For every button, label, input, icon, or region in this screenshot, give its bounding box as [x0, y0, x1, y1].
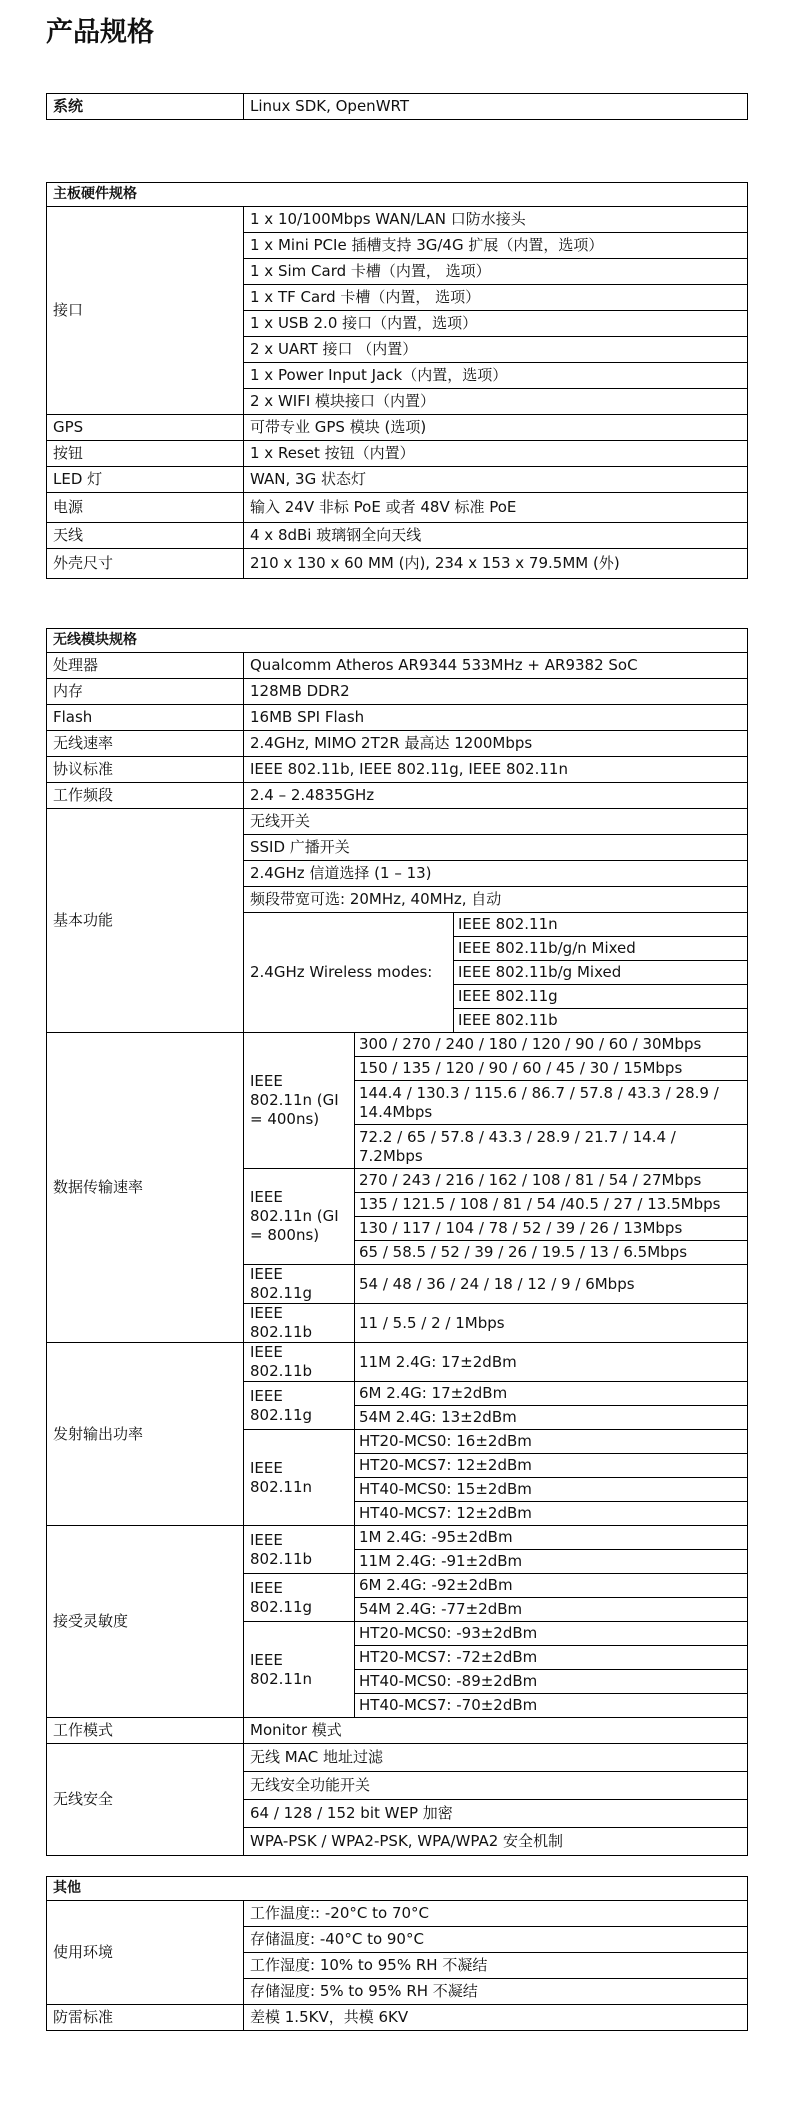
tx-value: HT20-MCS7: 12±2dBm	[355, 1454, 748, 1478]
spec-value: 2.4 – 2.4835GHz	[244, 783, 748, 809]
tx-g-label: IEEE 802.11g	[244, 1382, 355, 1430]
lightning-label: 防雷标准	[47, 2005, 244, 2031]
tx-value: 6M 2.4G: 17±2dBm	[355, 1382, 748, 1406]
interface-item: 1 x Sim Card 卡槽（内置， 选项）	[244, 259, 748, 285]
system-label: 系统	[47, 94, 244, 120]
n-400ns-label: IEEE 802.11n (GI = 400ns)	[244, 1033, 355, 1169]
basic-function-item: SSID 广播开关	[244, 835, 748, 861]
spec-label: 天线	[47, 523, 244, 549]
rx-value: HT40-MCS7: -70±2dBm	[355, 1694, 748, 1718]
wireless-heading: 无线模块规格	[47, 629, 748, 653]
work-mode-value: Monitor 模式	[244, 1718, 748, 1744]
g-rate-label: IEEE 802.11g	[244, 1265, 355, 1304]
spec-label: 协议标准	[47, 757, 244, 783]
environment-item: 存储温度: -40°C to 90°C	[244, 1927, 748, 1953]
rx-sensitivity-label: 接受灵敏度	[47, 1526, 244, 1718]
rx-value: 11M 2.4G: -91±2dBm	[355, 1550, 748, 1574]
tx-value: 54M 2.4G: 13±2dBm	[355, 1406, 748, 1430]
spec-label: 无线速率	[47, 731, 244, 757]
interface-item: 1 x TF Card 卡槽（内置， 选项）	[244, 285, 748, 311]
lightning-value: 差模 1.5KV，共模 6KV	[244, 2005, 748, 2031]
security-item: 64 / 128 / 152 bit WEP 加密	[244, 1800, 748, 1828]
wireless-mode-item: IEEE 802.11b	[454, 1009, 748, 1033]
wireless-mode-item: IEEE 802.11b/g Mixed	[454, 961, 748, 985]
rx-g-label: IEEE 802.11g	[244, 1574, 355, 1622]
other-heading: 其他	[47, 1877, 748, 1901]
rx-value: HT20-MCS0: -93±2dBm	[355, 1622, 748, 1646]
rx-n-label: IEEE 802.11n	[244, 1622, 355, 1718]
rx-value: 6M 2.4G: -92±2dBm	[355, 1574, 748, 1598]
rate-value: 300 / 270 / 240 / 180 / 120 / 90 / 60 / 30Mbps	[355, 1033, 748, 1057]
rx-value: 1M 2.4G: -95±2dBm	[355, 1526, 748, 1550]
wireless-mode-item: IEEE 802.11n	[454, 913, 748, 937]
other-table	[46, 1876, 748, 2031]
rate-value: 270 / 243 / 216 / 162 / 108 / 81 / 54 / 27Mbps	[355, 1169, 748, 1193]
interface-item: 2 x WIFI 模块接口（内置）	[244, 389, 748, 415]
rate-value: 130 / 117 / 104 / 78 / 52 / 39 / 26 / 13Mbps	[355, 1217, 748, 1241]
spec-value: 输入 24V 非标 PoE 或者 48V 标准 PoE	[244, 493, 748, 523]
wireless-modes-label: 2.4GHz Wireless modes:	[244, 913, 454, 1033]
work-mode-label: 工作模式	[47, 1718, 244, 1744]
environment-item: 存储湿度: 5% to 95% RH 不凝结	[244, 1979, 748, 2005]
environment-item: 工作温度:: -20°C to 70°C	[244, 1901, 748, 1927]
spec-value: 2.4GHz, MIMO 2T2R 最高达 1200Mbps	[244, 731, 748, 757]
interface-label: 接口	[47, 207, 244, 415]
spec-label: GPS	[47, 415, 244, 441]
tx-power-label: 发射输出功率	[47, 1343, 244, 1526]
wireless-mode-item: IEEE 802.11b/g/n Mixed	[454, 937, 748, 961]
rate-value: 54 / 48 / 36 / 24 / 18 / 12 / 9 / 6Mbps	[355, 1265, 748, 1304]
environment-item: 工作湿度: 10% to 95% RH 不凝结	[244, 1953, 748, 1979]
basic-function-item: 频段带宽可选: 20MHz, 40MHz, 自动	[244, 887, 748, 913]
page-title: 产品规格	[46, 17, 154, 48]
rate-value: 144.4 / 130.3 / 115.6 / 86.7 / 57.8 / 43.3 / 28.9 / 14.4Mbps	[355, 1081, 748, 1125]
spec-label: 按钮	[47, 441, 244, 467]
spec-value: WAN, 3G 状态灯	[244, 467, 748, 493]
spec-value: 210 x 130 x 60 MM (内), 234 x 153 x 79.5MM (外)	[244, 549, 748, 579]
rate-value: 11 / 5.5 / 2 / 1Mbps	[355, 1304, 748, 1343]
basic-function-label: 基本功能	[47, 809, 244, 1033]
basic-function-item: 2.4GHz 信道选择 (1 – 13)	[244, 861, 748, 887]
spec-value: 1 x Reset 按钮（内置）	[244, 441, 748, 467]
spec-label: LED 灯	[47, 467, 244, 493]
spec-value: 128MB DDR2	[244, 679, 748, 705]
spec-label: 处理器	[47, 653, 244, 679]
spec-value: 可带专业 GPS 模块 (选项)	[244, 415, 748, 441]
interface-item: 1 x 10/100Mbps WAN/LAN 口防水接头	[244, 207, 748, 233]
rate-value: 72.2 / 65 / 57.8 / 43.3 / 28.9 / 21.7 / 14.4 / 7.2Mbps	[355, 1125, 748, 1169]
spec-value: 4 x 8dBi 玻璃钢全向天线	[244, 523, 748, 549]
system-table	[46, 93, 748, 120]
tx-n-label: IEEE 802.11n	[244, 1430, 355, 1526]
wireless-mode-item: IEEE 802.11g	[454, 985, 748, 1009]
tx-value: HT40-MCS0: 15±2dBm	[355, 1478, 748, 1502]
mainboard-table	[46, 182, 748, 579]
interface-item: 1 x Power Input Jack（内置，选项）	[244, 363, 748, 389]
spec-label: 工作频段	[47, 783, 244, 809]
interface-item: 2 x UART 接口 （内置）	[244, 337, 748, 363]
system-value: Linux SDK, OpenWRT	[244, 94, 748, 120]
n-800ns-label: IEEE 802.11n (GI = 800ns)	[244, 1169, 355, 1265]
rx-b-label: IEEE 802.11b	[244, 1526, 355, 1574]
security-item: 无线 MAC 地址过滤	[244, 1744, 748, 1772]
spec-label: 外壳尺寸	[47, 549, 244, 579]
spec-value: 16MB SPI Flash	[244, 705, 748, 731]
wireless-table	[46, 628, 748, 1856]
spec-label: 电源	[47, 493, 244, 523]
spec-label: 内存	[47, 679, 244, 705]
rate-value: 150 / 135 / 120 / 90 / 60 / 45 / 30 / 15Mbps	[355, 1057, 748, 1081]
data-rate-label: 数据传输速率	[47, 1033, 244, 1343]
tx-value: HT40-MCS7: 12±2dBm	[355, 1502, 748, 1526]
rx-value: HT20-MCS7: -72±2dBm	[355, 1646, 748, 1670]
tx-b-label: IEEE 802.11b	[244, 1343, 355, 1382]
tx-value: 11M 2.4G: 17±2dBm	[355, 1343, 748, 1382]
spec-value: Qualcomm Atheros AR9344 533MHz + AR9382 SoC	[244, 653, 748, 679]
interface-item: 1 x USB 2.0 接口（内置，选项）	[244, 311, 748, 337]
spec-label: Flash	[47, 705, 244, 731]
security-item: 无线安全功能开关	[244, 1772, 748, 1800]
rate-value: 135 / 121.5 / 108 / 81 / 54 /40.5 / 27 / 13.5Mbps	[355, 1193, 748, 1217]
security-item: WPA-PSK / WPA2-PSK, WPA/WPA2 安全机制	[244, 1828, 748, 1856]
interface-item: 1 x Mini PCIe 插槽支持 3G/4G 扩展（内置，选项）	[244, 233, 748, 259]
basic-function-item: 无线开关	[244, 809, 748, 835]
tx-value: HT20-MCS0: 16±2dBm	[355, 1430, 748, 1454]
environment-label: 使用环境	[47, 1901, 244, 2005]
b-rate-label: IEEE 802.11b	[244, 1304, 355, 1343]
rate-value: 65 / 58.5 / 52 / 39 / 26 / 19.5 / 13 / 6.5Mbps	[355, 1241, 748, 1265]
rx-value: HT40-MCS0: -89±2dBm	[355, 1670, 748, 1694]
rx-value: 54M 2.4G: -77±2dBm	[355, 1598, 748, 1622]
security-label: 无线安全	[47, 1744, 244, 1856]
spec-value: IEEE 802.11b, IEEE 802.11g, IEEE 802.11n	[244, 757, 748, 783]
table-row	[47, 94, 748, 120]
mainboard-heading: 主板硬件规格	[47, 183, 748, 207]
